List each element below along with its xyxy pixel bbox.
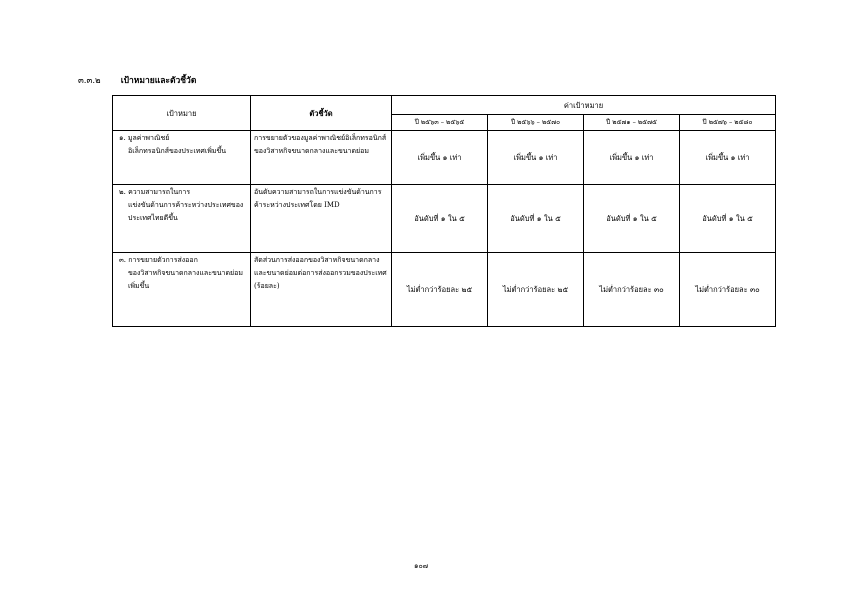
- goal-cell: [113, 131, 251, 185]
- goal-cell: [113, 185, 251, 253]
- table-header-row: [113, 96, 776, 115]
- header-year: ปี ๒๕๗๖ – ๒๕๘๐: [680, 115, 776, 131]
- goal-text-continued: แข่งขันด้านการค้าระหว่างประเทศของประเทศไทยดีขึ้น: [128, 201, 244, 222]
- target-value: อันดับที่ ๑ ใน ๕: [392, 185, 488, 253]
- indicator-cell: การขยายตัวของมูลค่าพาณิชย์อิเล็กทรอนิกส์ของวิสาหกิจขนาดกลางและขนาดย่อม: [251, 131, 392, 185]
- table-row: [113, 185, 776, 253]
- goal-text: ๒. ความสามารถในการ: [119, 188, 191, 196]
- target-value: เพิ่มขึ้น ๑ เท่า: [584, 131, 680, 185]
- indicator-cell: อันดับความสามารถในการแข่งขันด้านการค้าระหว่างประเทศโดย IMD: [251, 185, 392, 253]
- section-title: เป้าหมายและตัวชี้วัด: [120, 76, 197, 86]
- target-value: ไม่ต่ำกว่าร้อยละ ๓๐: [680, 253, 776, 327]
- table-row: [113, 131, 776, 185]
- section-number: ๓.๓.๒: [78, 76, 101, 86]
- header-indicator: ตัวชี้วัด: [251, 96, 392, 131]
- header-target: ค่าเป้าหมาย: [392, 96, 776, 115]
- target-value: อันดับที่ ๑ ใน ๕: [488, 185, 584, 253]
- goal-text-continued: อิเล็กทรอนิกส์ของประเทศเพิ่มขึ้น: [128, 147, 227, 155]
- header-year: ปี ๒๕๖๖ – ๒๕๗๐: [488, 115, 584, 131]
- goal-text: ๑. มูลค่าพาณิชย์: [119, 134, 170, 142]
- table-row: [113, 253, 776, 327]
- target-value: อันดับที่ ๑ ใน ๕: [680, 185, 776, 253]
- goals-indicators-table: [112, 95, 776, 327]
- header-goal: เป้าหมาย: [113, 96, 251, 131]
- goal-cell: [113, 253, 251, 327]
- target-value: ไม่ต่ำกว่าร้อยละ ๒๕: [392, 253, 488, 327]
- target-value: เพิ่มขึ้น ๑ เท่า: [392, 131, 488, 185]
- header-year: ปี ๒๕๗๑ – ๒๕๗๕: [584, 115, 680, 131]
- header-year: ปี ๒๕๖๓ – ๒๕๖๕: [392, 115, 488, 131]
- target-value: ไม่ต่ำกว่าร้อยละ ๓๐: [584, 253, 680, 327]
- target-value: อันดับที่ ๑ ใน ๕: [584, 185, 680, 253]
- goal-text: ๓. การขยายตัวการส่งออก: [119, 256, 198, 264]
- page-number: ๑๐๗: [414, 562, 428, 570]
- target-value: ไม่ต่ำกว่าร้อยละ ๒๕: [488, 253, 584, 327]
- target-value: เพิ่มขึ้น ๑ เท่า: [488, 131, 584, 185]
- goal-text-continued: ของวิสาหกิจขนาดกลางและขนาดย่อมเพิ่มขึ้น: [128, 269, 243, 290]
- target-value: เพิ่มขึ้น ๑ เท่า: [680, 131, 776, 185]
- indicator-cell: สัดส่วนการส่งออกของวิสาหกิจขนาดกลางและขนาดย่อมต่อการส่งออกรวมของประเทศ (ร้อยละ): [251, 253, 392, 327]
- section-heading: [78, 73, 196, 87]
